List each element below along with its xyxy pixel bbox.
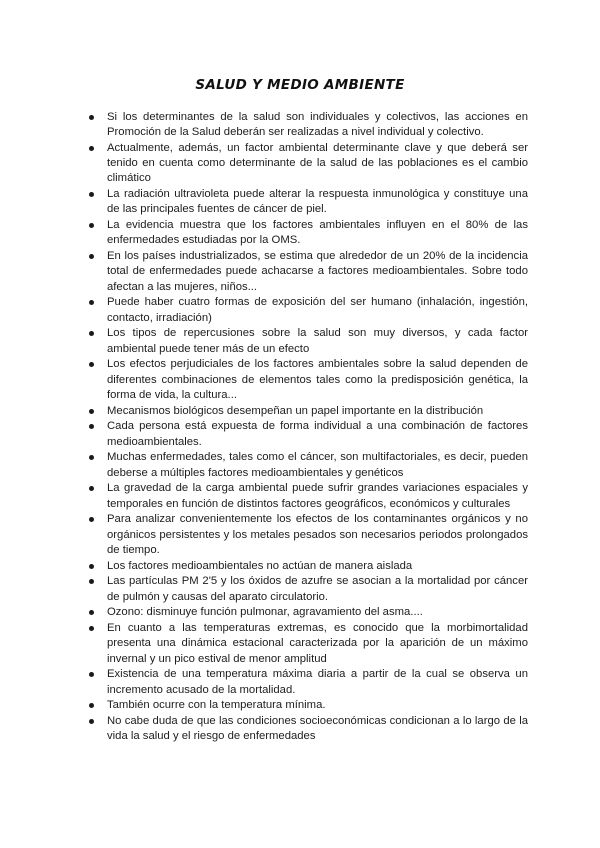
list-item-text: Los efectos perjudiciales de los factores ambientales sobre la salud dependen de diferentes combinaciones de elementos tales como la predisposición genética, la forma de vida, la cultura... <box>107 358 528 401</box>
list-item-text: Los tipos de repercusiones sobre la salud son muy diversos, y cada factor ambiental puede tener más de un efecto <box>107 327 528 355</box>
list-item <box>85 559 528 574</box>
list-item <box>85 404 528 419</box>
bullet-icon <box>89 409 94 414</box>
bullet-icon <box>89 719 94 724</box>
list-item-text: Actualmente, además, un factor ambiental determinante clave y que deberá ser tenido en cuenta como determinante de la salud de las poblaciones es el cambio climático <box>107 142 528 185</box>
list-item <box>85 419 528 449</box>
list-item <box>85 357 528 403</box>
list-item <box>85 218 528 248</box>
bullet-icon <box>89 254 94 259</box>
list-item-text: Mecanismos biológicos desempeñan un papel importante en la distribución <box>107 404 484 417</box>
bullet-icon <box>89 424 94 429</box>
list-item <box>85 110 528 140</box>
bullet-list <box>85 110 528 745</box>
list-item-text: Si los determinantes de la salud son individuales y colectivos, las acciones en Promoción de la Salud deberán ser realizadas a nivel individual y colectivo. <box>107 111 528 139</box>
list-item-text: Para analizar convenientemente los efectos de los contaminantes orgánicos y no orgánicos persistentes y los metales pesados son necesarios periodos prolongados de tiempo. <box>107 513 528 556</box>
list-item <box>85 141 528 187</box>
list-item <box>85 481 528 511</box>
list-item-text: No cabe duda de que las condiciones socioeconómicas condicionan a lo largo de la vida la salud y el riesgo de enfermedades <box>107 715 528 743</box>
bullet-icon <box>89 517 94 522</box>
list-item-text: Cada persona está expuesta de forma individual a una combinación de factores medioambientales. <box>107 420 528 448</box>
list-item <box>85 512 528 558</box>
list-item <box>85 714 528 744</box>
list-item-text: La evidencia muestra que los factores ambientales influyen en el 80% de las enfermedades estudiadas por la OMS. <box>107 219 528 247</box>
list-item <box>85 574 528 604</box>
bullet-icon <box>89 703 94 708</box>
list-item-text: En los países industrializados, se estima que alrededor de un 20% de la incidencia total de enfermedades puede achacarse a factores medioambientales. Sobre todo afectan a las mujeres, niños... <box>107 250 528 293</box>
bullet-icon <box>89 486 94 491</box>
list-item <box>85 450 528 480</box>
list-item <box>85 187 528 217</box>
bullet-icon <box>89 115 94 120</box>
list-item-text: La radiación ultravioleta puede alterar la respuesta inmunológica y constituye una de las principales fuentes de cáncer de piel. <box>107 188 528 216</box>
bullet-icon <box>89 455 94 460</box>
page-title: SALUD Y MEDIO AMBIENTE <box>195 77 405 93</box>
bullet-icon <box>89 362 94 367</box>
list-item <box>85 667 528 697</box>
list-item-text: Puede haber cuatro formas de exposición del ser humano (inhalación, ingestión, contacto, irradiación) <box>107 296 528 324</box>
list-item-text: Los factores medioambientales no actúan de manera aislada <box>107 559 413 572</box>
list-item <box>85 326 528 356</box>
list-item <box>85 698 528 713</box>
bullet-icon <box>89 626 94 631</box>
list-item-text: Las partículas PM 2'5 y los óxidos de azufre se asocian a la mortalidad por cáncer de pulmón y causas del aparato circulatorio. <box>107 575 528 603</box>
bullet-icon <box>89 610 94 615</box>
bullet-icon <box>89 672 94 677</box>
list-item-text: Muchas enfermedades, tales como el cáncer, son multifactoriales, es decir, pueden deberse a múltiples factores medioambientales y genéticos <box>107 451 528 479</box>
list-item-text: La gravedad de la carga ambiental puede sufrir grandes variaciones espaciales y temporales en función de distintos factores geográficos, económicos y culturales <box>107 482 528 510</box>
bullet-icon <box>89 146 94 151</box>
list-item <box>85 621 528 667</box>
list-item <box>85 295 528 325</box>
bullet-icon <box>89 331 94 336</box>
list-item-text: Existencia de una temperatura máxima diaria a partir de la cual se observa un incremento acusado de la mortalidad. <box>107 668 528 696</box>
bullet-icon <box>89 223 94 228</box>
list-item-text: En cuanto a las temperaturas extremas, es conocido que la morbimortalidad presenta una dinámica estacional caracterizada por la aparición de un máximo invernal y un pico estival de menor amplitud <box>107 622 528 665</box>
bullet-icon <box>89 564 94 569</box>
list-item <box>85 605 528 620</box>
list-item <box>85 249 528 295</box>
bullet-icon <box>89 579 94 584</box>
list-item-text: Ozono: disminuye función pulmonar, agravamiento del asma.... <box>107 606 423 619</box>
list-item-text: También ocurre con la temperatura mínima. <box>107 699 326 712</box>
bullet-icon <box>89 192 94 197</box>
bullet-icon <box>89 300 94 305</box>
